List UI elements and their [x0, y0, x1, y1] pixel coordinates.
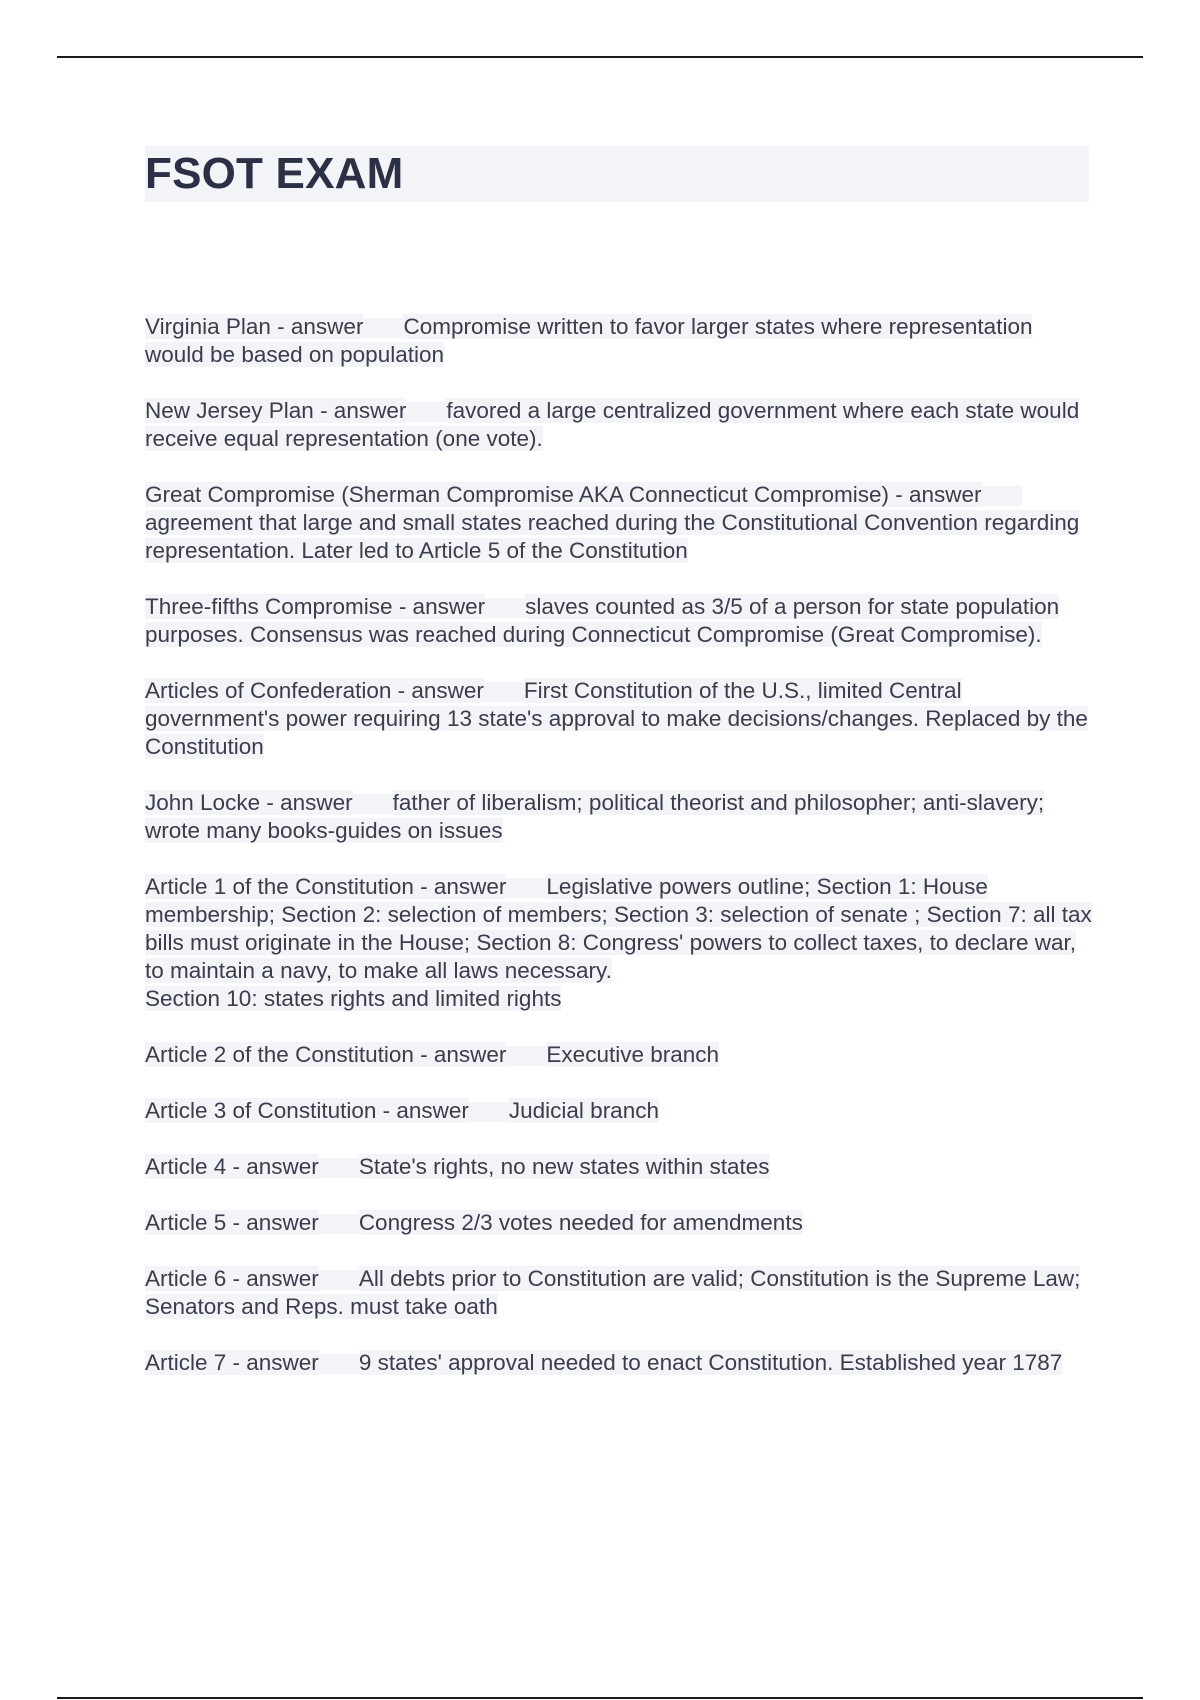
- top-rule: [57, 56, 1143, 58]
- qa-item: [145, 481, 1095, 565]
- question-text: Article 7 - answer: [145, 1350, 319, 1375]
- answer-text: favored a large centralized government where each state would receive equal representation (one vote).: [145, 398, 1080, 451]
- qa-item: [145, 1041, 1095, 1069]
- answer-text: Legislative powers outline; Section 1: House membership; Section 2: selection of members; Section 3: selection of senate ; Section 7: all tax bills must originate in the House; Section 8: Congress' powers to collect taxes, to declare war, to maintain a navy, to make all laws necessary.: [145, 874, 1092, 983]
- qa-item: [145, 313, 1095, 369]
- qa-item: [145, 873, 1095, 1013]
- answer-text: First Constitution of the U.S., limited Central government's power requiring 13 state's approval to make decisions/changes. Replaced by the Constitution: [145, 678, 1088, 759]
- qa-item: [145, 1097, 1095, 1125]
- qa-item: [145, 593, 1095, 649]
- qa-item: [145, 789, 1095, 845]
- qa-item: [145, 1153, 1095, 1181]
- answer-text: Judicial branch: [508, 1098, 659, 1123]
- question-text: Articles of Confederation - answer: [145, 678, 484, 703]
- qa-item: [145, 1349, 1095, 1377]
- question-text: Three-fifths Compromise - answer: [145, 594, 486, 619]
- title-block: [145, 146, 1089, 202]
- question-text: Virginia Plan - answer: [145, 314, 364, 339]
- answer-text-line2: Section 10: states rights and limited rights: [145, 986, 562, 1011]
- answer-text: father of liberalism; political theorist and philosopher; anti-slavery; wrote many books-guides on issues: [145, 790, 1045, 843]
- question-text: Article 5 - answer: [145, 1210, 319, 1235]
- answer-text: agreement that large and small states reached during the Constitutional Convention regarding representation. Later led to Article 5 of the Constitution: [145, 510, 1080, 563]
- question-text: Article 2 of the Constitution - answer: [145, 1042, 507, 1067]
- question-text: Article 1 of the Constitution - answer: [145, 874, 507, 899]
- question-text: New Jersey Plan - answer: [145, 398, 407, 423]
- page-title: FSOT EXAM: [145, 149, 404, 198]
- answer-text: Compromise written to favor larger states where representation would be based on population: [145, 314, 1033, 367]
- question-text: Article 4 - answer: [145, 1154, 319, 1179]
- answer-text: Congress 2/3 votes needed for amendments: [358, 1210, 803, 1235]
- answer-text: 9 states' approval needed to enact Constitution. Established year 1787: [358, 1350, 1063, 1375]
- qa-item: [145, 1265, 1095, 1321]
- question-text: Great Compromise (Sherman Compromise AKA Connecticut Compromise) - answer: [145, 482, 982, 507]
- question-text: John Locke - answer: [145, 790, 353, 815]
- answer-text: All debts prior to Constitution are valid; Constitution is the Supreme Law; Senators and Reps. must take oath: [145, 1266, 1081, 1319]
- qa-item: [145, 1209, 1095, 1237]
- answer-text: Executive branch: [546, 1042, 720, 1067]
- bottom-rule: [57, 1697, 1143, 1699]
- qa-item: [145, 677, 1095, 761]
- qa-item: [145, 397, 1095, 453]
- question-text: Article 3 of Constitution - answer: [145, 1098, 469, 1123]
- question-text: Article 6 - answer: [145, 1266, 319, 1291]
- answer-text: State's rights, no new states within states: [358, 1154, 770, 1179]
- qa-list: [145, 313, 1095, 1405]
- answer-text: slaves counted as 3/5 of a person for state population purposes. Consensus was reached during Connecticut Compromise (Great Compromise).: [145, 594, 1060, 647]
